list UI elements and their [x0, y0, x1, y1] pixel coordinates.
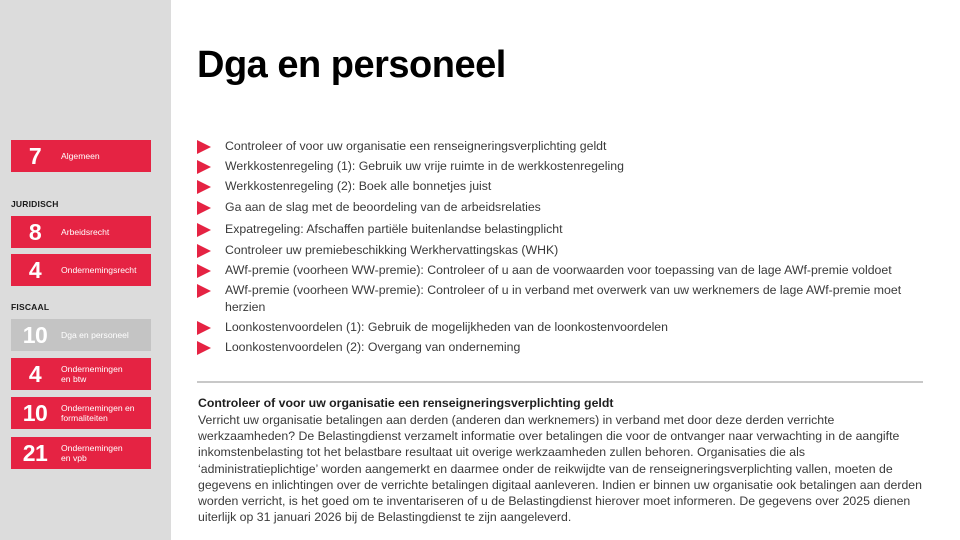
section-label-juridisch: JURIDISCH	[11, 199, 59, 209]
nav-item-label: Ondernemingen en formaliteiten	[61, 403, 135, 423]
topic-item[interactable]	[197, 242, 932, 259]
nav-item-count: 10	[22, 399, 48, 426]
arrow-right-icon	[197, 140, 211, 154]
nav-item-label: Dga en personeel	[61, 330, 129, 340]
arrow-right-icon	[197, 341, 211, 355]
arrow-right-icon	[197, 180, 211, 194]
nav-item-algemeen[interactable]	[11, 140, 151, 172]
nav-item-label: Ondernemingen en btw	[61, 364, 123, 384]
nav-item-ondernemingsrecht[interactable]	[11, 254, 151, 286]
nav-item-ondernemingen-btw[interactable]	[11, 358, 151, 390]
topic-item[interactable]	[197, 221, 932, 238]
topic-item[interactable]	[197, 178, 932, 195]
topic-link[interactable]: Loonkostenvoordelen (1): Gebruik de mogelijkheden van de loonkostenvoordelen	[225, 320, 668, 334]
nav-item-ondernemingen-formaliteiten[interactable]	[11, 397, 151, 429]
nav-item-count: 8	[28, 218, 42, 245]
topic-link[interactable]: Controleer of voor uw organisatie een renseigneringsverplichting geldt	[225, 139, 607, 153]
nav-item-count: 21	[22, 439, 48, 466]
nav-item-arbeidsrecht[interactable]	[11, 216, 151, 248]
topic-item[interactable]	[197, 158, 932, 175]
nav-item-label: Ondernemingen en vpb	[61, 443, 123, 463]
arrow-right-icon	[197, 160, 211, 174]
arrow-right-icon	[197, 223, 211, 237]
nav-item-count: 4	[28, 360, 42, 387]
nav-item-count: 7	[28, 142, 42, 169]
topic-link[interactable]: AWf-premie (voorheen WW-premie): Controleer of u in verband met overwerk van uw werknemers de lage AWf-premie moet herzien	[225, 283, 902, 314]
topic-item[interactable]	[197, 199, 932, 216]
nav-item-ondernemingen-vpb[interactable]	[11, 437, 151, 469]
topic-link[interactable]: Loonkostenvoordelen (2): Overgang van onderneming	[225, 340, 521, 354]
topic-link[interactable]: Werkkostenregeling (1): Gebruik uw vrije ruimte in de werkkostenregeling	[225, 159, 624, 173]
nav-item-count: 4	[28, 256, 42, 283]
topic-link[interactable]: AWf-premie (voorheen WW-premie): Controleer of u aan de voorwaarden voor toepassing van de lage AWf-premie voldoet	[225, 263, 892, 277]
topic-link[interactable]: Controleer uw premiebeschikking Werkhervattingskas (WHK)	[225, 243, 559, 257]
topic-item[interactable]	[197, 138, 932, 155]
nav-item-label: Algemeen	[61, 151, 100, 161]
sidebar	[0, 0, 171, 540]
topic-item[interactable]	[197, 282, 932, 316]
arrow-right-icon	[197, 244, 211, 258]
topic-link[interactable]: Expatregeling: Afschaffen partiële buitenlandse belastingplicht	[225, 222, 563, 236]
topic-link[interactable]: Ga aan de slag met de beoordeling van de arbeidsrelaties	[225, 200, 541, 214]
section-label-fiscaal: FISCAAL	[11, 302, 50, 312]
article-title: Controleer of voor uw organisatie een renseigneringsverplichting geldt	[198, 396, 614, 410]
topic-item[interactable]	[197, 262, 932, 279]
nav-item-label: Ondernemingsrecht	[61, 265, 137, 275]
arrow-right-icon	[197, 284, 211, 298]
nav-item-label: Arbeidsrecht	[61, 227, 110, 237]
arrow-right-icon	[197, 321, 211, 335]
topic-item[interactable]	[197, 339, 932, 356]
topic-item[interactable]	[197, 319, 932, 336]
divider	[197, 381, 923, 383]
arrow-right-icon	[197, 201, 211, 215]
page-title: Dga en personeel	[197, 44, 506, 86]
nav-item-count: 10	[22, 321, 48, 348]
arrow-right-icon	[197, 264, 211, 278]
topic-link[interactable]: Werkkostenregeling (2): Boek alle bonnetjes juist	[225, 179, 492, 193]
article-body: Verricht uw organisatie betalingen aan derden (anderen dan werknemers) in verband met door deze derden verrichte werkzaamheden? De Belastingdienst verzamelt informatie over betalingen die voor de ontvanger naar verwachting in de aangifte inkomstenbelasting tot het belastbare resultaat uit overige werkzaamheden zullen behoren. Organisaties die als ‘administratieplichtige’ worden aangemerkt en daarmee onder de reikwijdte van de renseigneringsverplichting vallen, moeten de gegevens en inlichtingen over de verrichte betalingen digitaal aanleveren. Indien er binnen uw organisatie ook betalingen aan derden worden verricht, is het goed om te inventariseren of u de Belastingdienst hierover moet informeren. De gegevens over 2025 dienen uiterlijk op 31 januari 2026 bij de Belastingdienst te zijn aangeleverd.	[198, 413, 922, 525]
nav-item-dga-en-personeel[interactable]	[11, 319, 151, 351]
